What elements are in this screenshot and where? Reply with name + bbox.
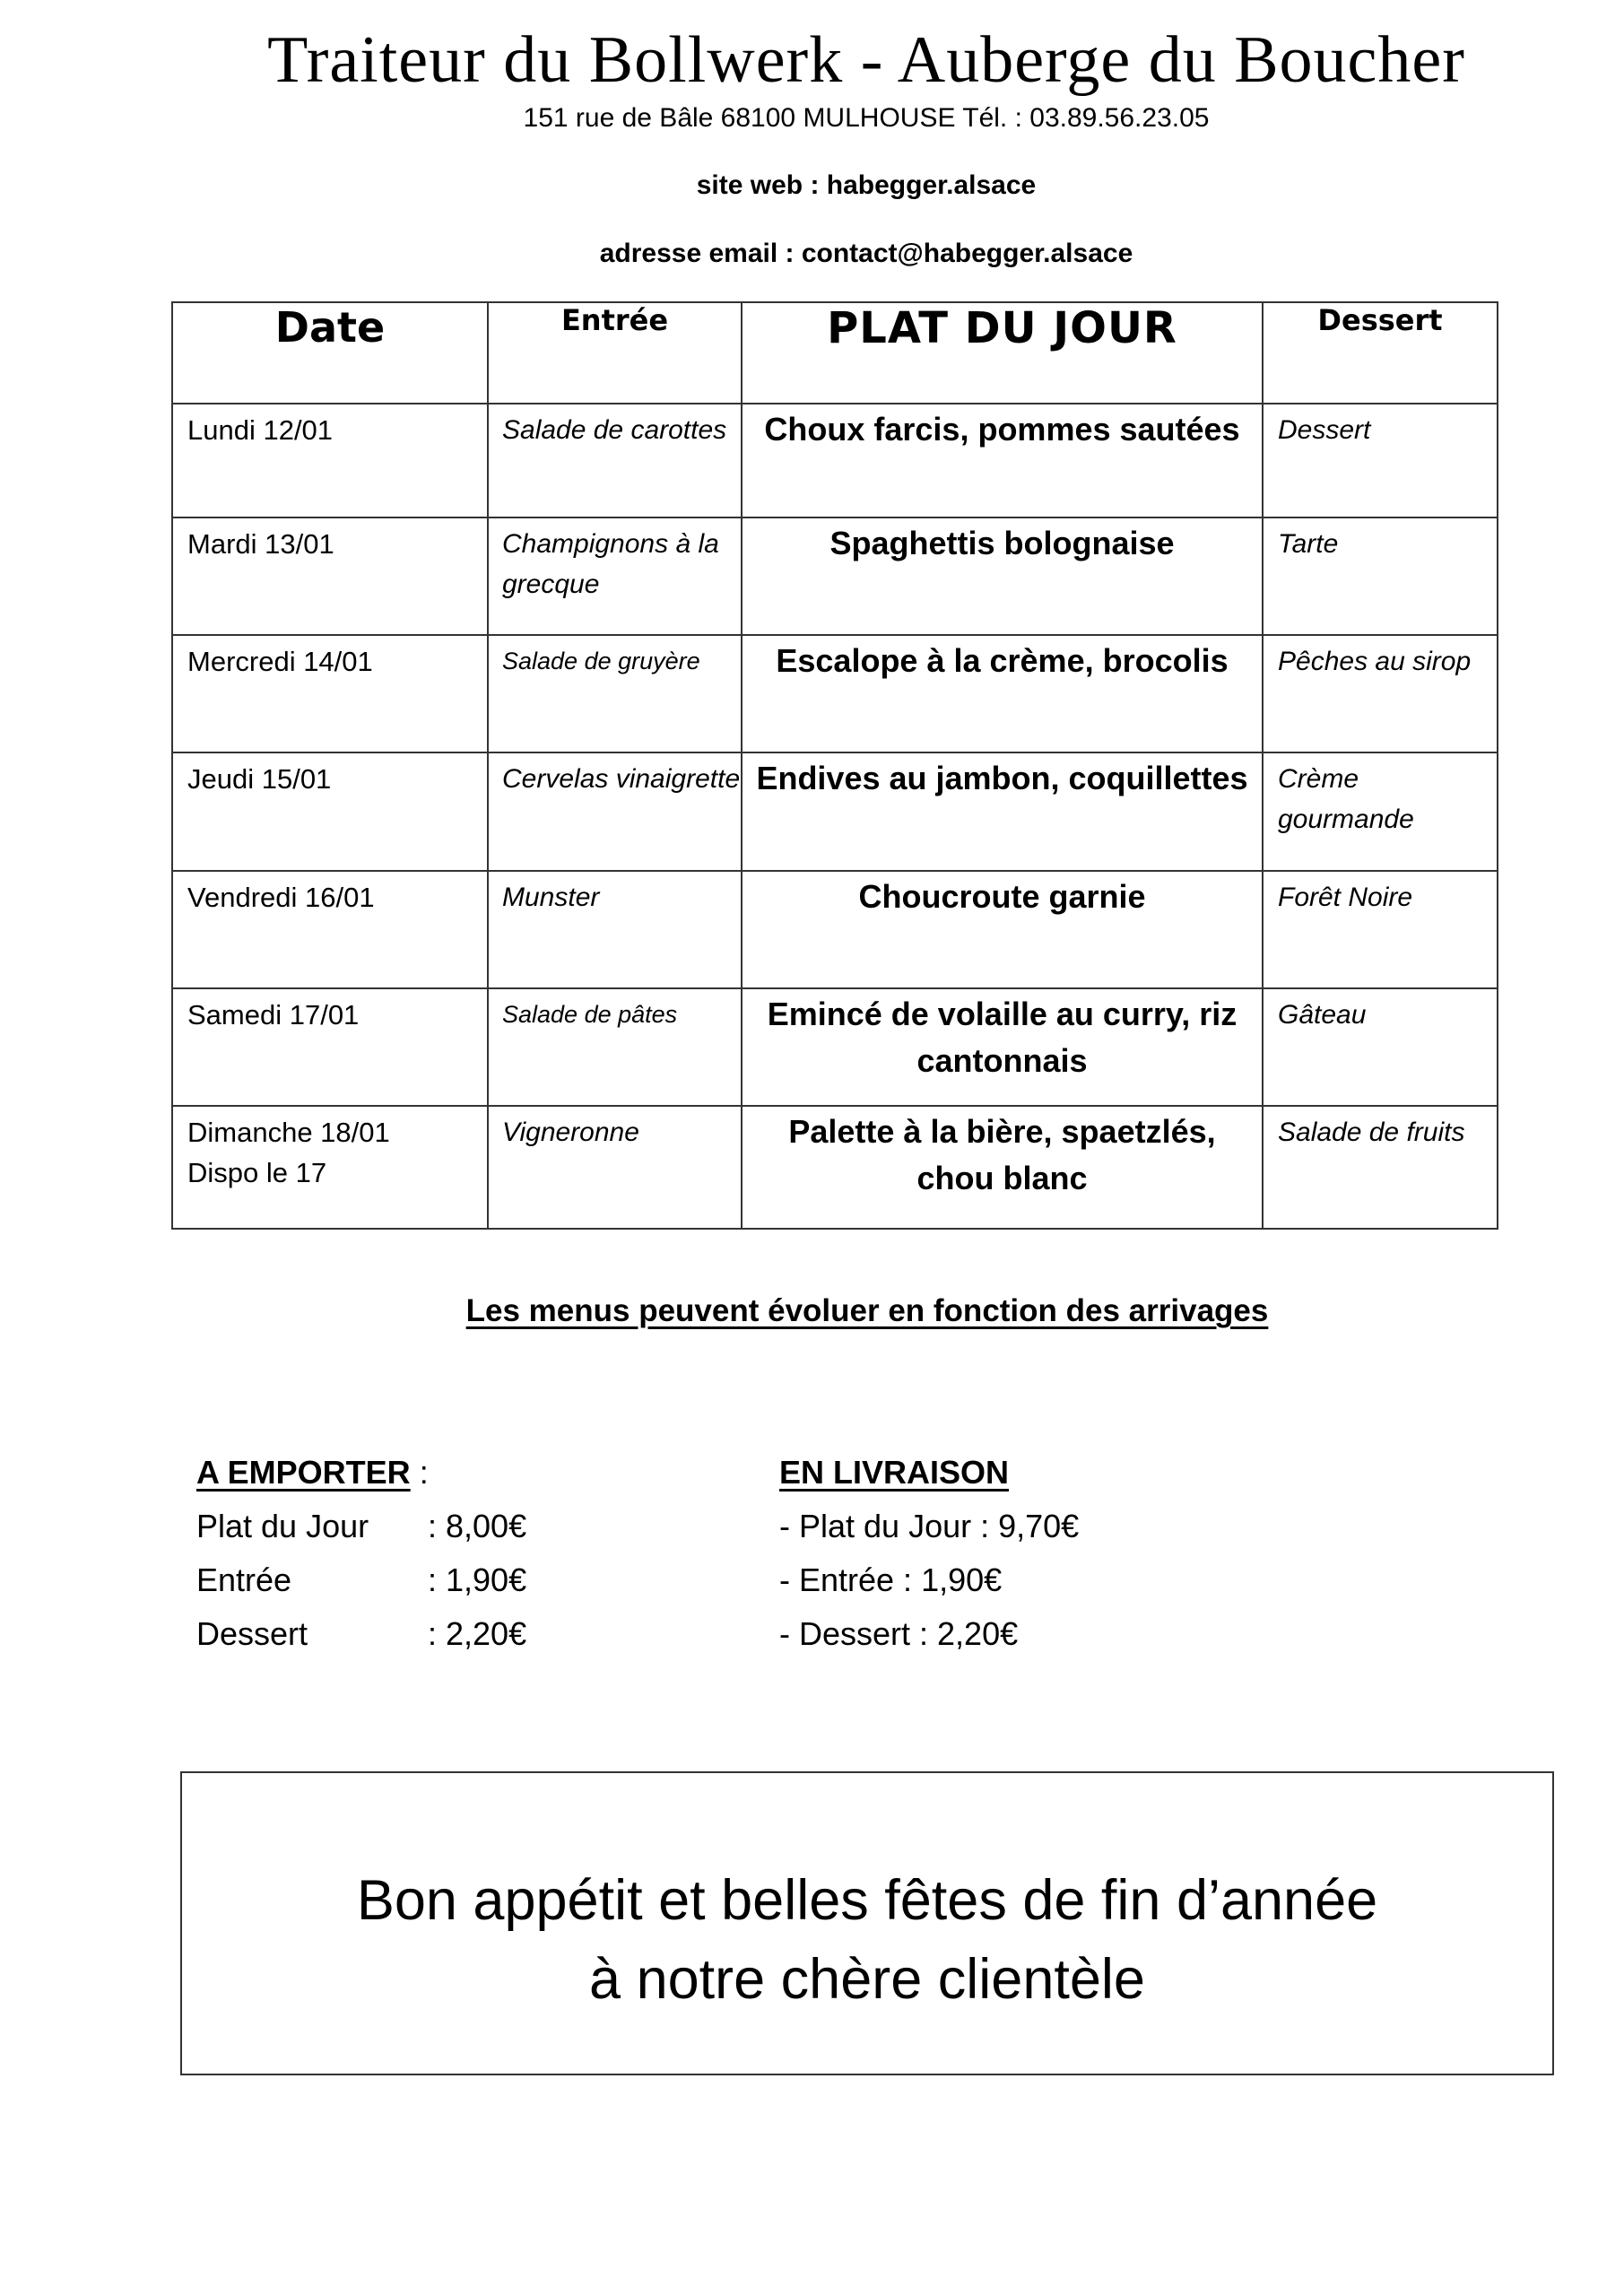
cell-plat: Emincé de volaille au curry, riz cantonnais <box>742 988 1263 1106</box>
cell-date <box>172 404 488 517</box>
delivery-price-dessert: - Dessert : 2,20€ <box>779 1615 1019 1652</box>
weekly-menu-table <box>171 301 1498 1230</box>
column-header-dessert: Dessert <box>1263 302 1498 404</box>
takeaway-price-entree: : 1,90€ <box>428 1561 527 1598</box>
email-line: adresse email : contact@habegger.alsace <box>599 239 1133 268</box>
takeaway-price-dessert: : 2,20€ <box>428 1615 527 1652</box>
website-line: site web : habegger.alsace <box>696 170 1037 200</box>
date-text: Samedi 17/01 <box>187 998 360 1031</box>
cell-dessert: Tarte <box>1263 517 1498 635</box>
takeaway-label-entree: Entrée <box>196 1561 292 1598</box>
menu-change-notice: Les menus peuvent évoluer en fonction des arrivages <box>465 1293 1269 1328</box>
cell-date <box>172 635 488 752</box>
date-text: Vendredi 16/01 <box>187 881 375 913</box>
cell-entree: Salade de carottes <box>488 404 742 517</box>
takeaway-label-plat: Plat du Jour <box>196 1508 369 1544</box>
delivery-price-plat: - Plat du Jour : 9,70€ <box>779 1508 1080 1544</box>
cell-date <box>172 988 488 1106</box>
cell-dessert: Forêt Noire <box>1263 871 1498 988</box>
cell-entree: Munster <box>488 871 742 988</box>
cell-dessert: Crème gourmande <box>1263 752 1498 870</box>
cell-plat: Escalope à la crème, brocolis <box>742 635 1263 752</box>
delivery-heading <box>779 1451 1009 1494</box>
cell-entree: Salade de pâtes <box>488 988 742 1106</box>
delivery-price-entree: - Entrée : 1,90€ <box>779 1561 1003 1598</box>
greeting-line-2: à notre chère clientèle <box>589 1948 1145 2011</box>
address-phone-line: 151 rue de Bâle 68100 MULHOUSE Tél. : 03.89.56.23.05 <box>523 103 1210 133</box>
takeaway-label-dessert: Dessert <box>196 1615 308 1652</box>
delivery-title: EN LIVRAISON <box>779 1454 1010 1491</box>
cell-dessert: Dessert <box>1263 404 1498 517</box>
cell-date <box>172 517 488 635</box>
cell-plat: Palette à la bière, spaetzlés, chou blanc <box>742 1106 1263 1229</box>
takeaway-title-colon: : <box>410 1454 429 1491</box>
table-row <box>172 517 1498 635</box>
cell-date <box>172 752 488 870</box>
takeaway-price-plat: : 8,00€ <box>428 1508 527 1544</box>
table-header-row <box>172 302 1498 404</box>
greeting-line-1: Bon appétit et belles fêtes de fin d’année <box>356 1869 1378 1932</box>
restaurant-title: Traiteur du Bollwerk - Auberge du Boucher <box>267 23 1465 97</box>
table-row <box>172 988 1498 1106</box>
column-header-entree: Entrée <box>488 302 742 404</box>
date-text: Mercredi 14/01 <box>187 646 373 678</box>
cell-entree: Cervelas vinaigrette <box>488 752 742 870</box>
cell-dessert: Pêches au sirop <box>1263 635 1498 752</box>
cell-entree: Salade de gruyère <box>488 635 742 752</box>
cell-plat: Choucroute garnie <box>742 871 1263 988</box>
table-row <box>172 752 1498 870</box>
cell-dessert: Salade de fruits <box>1263 1106 1498 1229</box>
cell-date <box>172 1106 488 1229</box>
cell-plat: Endives au jambon, coquillettes <box>742 752 1263 870</box>
cell-plat: Spaghettis bolognaise <box>742 517 1263 635</box>
table-row <box>172 404 1498 517</box>
cell-plat: Choux farcis, pommes sautées <box>742 404 1263 517</box>
cell-date <box>172 871 488 988</box>
availability-note: Dispo le 17 <box>187 1156 327 1188</box>
cell-dessert: Gâteau <box>1263 988 1498 1106</box>
column-header-date: Date <box>172 302 488 404</box>
table-row <box>172 635 1498 752</box>
greeting-box <box>180 1771 1554 2075</box>
date-text: Dimanche 18/01 <box>187 1116 390 1148</box>
date-text: Lundi 12/01 <box>187 414 334 447</box>
takeaway-heading <box>196 1451 429 1494</box>
cell-entree: Champignons à la grecque <box>488 517 742 635</box>
takeaway-title: A EMPORTER <box>196 1454 411 1491</box>
column-header-plat-du-jour: PLAT DU JOUR <box>742 302 1263 404</box>
table-row <box>172 871 1498 988</box>
cell-entree: Vigneronne <box>488 1106 742 1229</box>
date-text: Mardi 13/01 <box>187 528 334 561</box>
date-text: Jeudi 15/01 <box>187 763 332 796</box>
table-row <box>172 1106 1498 1229</box>
